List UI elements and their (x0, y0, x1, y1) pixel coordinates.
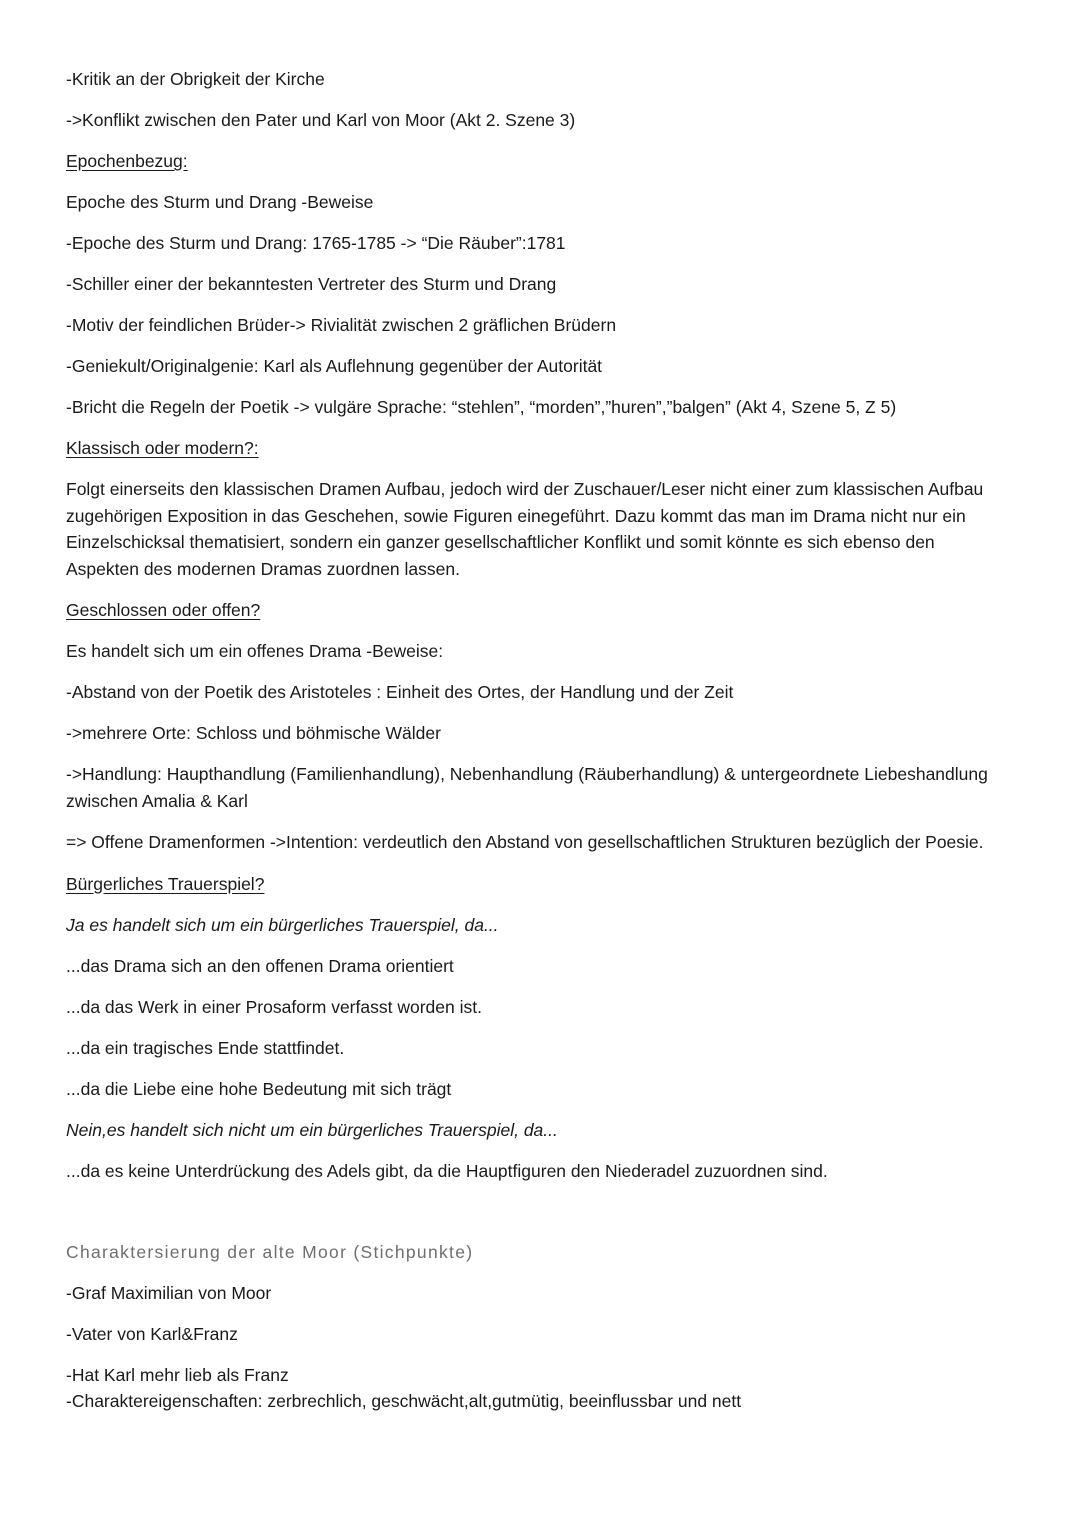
text-line: -Epoche des Sturm und Drang: 1765-1785 -> “Die Räuber”:1781 (66, 233, 566, 253)
text-line: -Hat Karl mehr lieb als Franz (66, 1364, 289, 1385)
text-line: -Graf Maximilian von Moor (66, 1282, 272, 1303)
text-line: ...da das Werk in einer Prosaform verfasst worden ist. (66, 996, 482, 1017)
text-line: ->Konflikt zwischen den Pater und Karl von Moor (Akt 2. Szene 3) (66, 110, 576, 130)
text-line: ...das Drama sich an den offenen Drama orientiert (66, 955, 454, 976)
text-line: => Offene Dramenformen ->Intention: verdeutlich den Abstand von gesellschaftlichen Strukturen bezüglich der Poesie. (66, 832, 984, 852)
text-line: -Abstand von der Poetik des Aristoteles : Einheit des Ortes, der Handlung und der Zeit (66, 682, 734, 702)
text-line: -Vater von Karl&Franz (66, 1323, 238, 1344)
paragraph-klassisch: Folgt einerseits den klassischen Dramen Aufbau, jedoch wird der Zuschauer/Leser nicht einer zum klassischen Aufbau zugehörigen Exposition in das Geschehen, sowie Figuren einegeführt. Dazu kommt das man im Drama nicht nur ein Einzelschicksal thematisiert, sondern ein ganzer gesellschaftlicher Konflikt und somit könnte es sich ebenso den Aspekten des modernen Dramas zuordnen lassen. (66, 479, 984, 579)
text-line: -Motiv der feindlichen Brüder-> Rivialität zwischen 2 gräflichen Brüdern (66, 315, 617, 335)
text-line: Epoche des Sturm und Drang -Beweise (66, 192, 374, 212)
spacer (66, 1199, 1010, 1239)
section-heading-buergerlich: Bürgerliches Trauerspiel? (66, 873, 265, 894)
text-line: -Geniekult/Originalgenie: Karl als Auflehnung gegenüber der Autorität (66, 356, 603, 376)
text-line-italic: Ja es handelt sich um ein bürgerliches Trauerspiel, da... (66, 914, 499, 935)
section-heading-klassisch: Klassisch oder modern?: (66, 438, 259, 458)
text-line-italic: Nein,es handelt sich nicht um ein bürgerliches Trauerspiel, da... (66, 1119, 558, 1140)
text-line: -Bricht die Regeln der Poetik -> vulgäre Sprache: “stehlen”, “morden”,”huren”,”balgen” (Akt 4, Szene 5, Z 5) (66, 397, 897, 417)
section-heading-offen: Geschlossen oder offen? (66, 600, 261, 620)
subheading-charakterisierung: Charaktersierung der alte Moor (Stichpunkte) (66, 1241, 474, 1262)
text-line: -Charaktereigenschaften: zerbrechlich, geschwächt,alt,gutmütig, beeinflussbar und nett (66, 1390, 742, 1411)
text-line: -Schiller einer der bekanntesten Vertreter des Sturm und Drang (66, 274, 557, 294)
text-line: -Kritik an der Obrigkeit der Kirche (66, 69, 325, 89)
text-line: Es handelt sich um ein offenes Drama -Beweise: (66, 641, 444, 661)
text-line: ...da ein tragisches Ende stattfindet. (66, 1037, 345, 1058)
text-line: ->Handlung: Haupthandlung (Familienhandlung), Nebenhandlung (Räuberhandlung) & untergeordnete Liebeshandlung zwischen Amalia & Karl (66, 764, 988, 811)
section-heading-epochenbezug: Epochenbezug: (66, 151, 188, 171)
text-line: ...da die Liebe eine hohe Bedeutung mit sich trägt (66, 1078, 452, 1099)
text-line: ->mehrere Orte: Schloss und böhmische Wälder (66, 723, 441, 743)
text-line: ...da es keine Unterdrückung des Adels gibt, da die Hauptfiguren den Niederadel zuzuordnen sind. (66, 1160, 828, 1181)
